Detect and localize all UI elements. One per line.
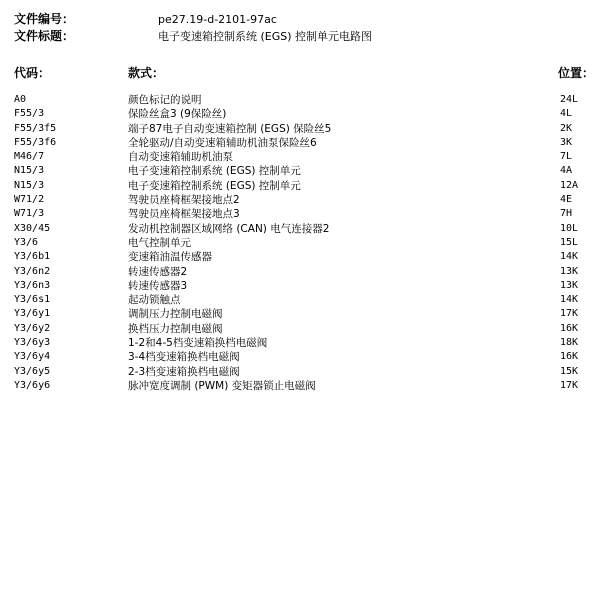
component-position: 17K: [560, 308, 579, 320]
component-description: 端子87电子自动变速箱控制 (EGS) 保险丝5: [128, 122, 332, 135]
table-row: [0, 193, 608, 207]
component-code: Y3/6b1: [14, 251, 51, 263]
doc-title-label: 文件标题：: [14, 29, 75, 43]
table-row: [0, 365, 608, 379]
component-position: 3K: [560, 136, 573, 148]
table-row: [0, 250, 608, 264]
header-description: 款式：: [128, 66, 165, 80]
component-code: X30/45: [14, 222, 51, 234]
component-description: 颜色标记的说明: [128, 94, 202, 106]
component-description: 2-3档变速箱换档电磁阀: [128, 365, 240, 378]
component-position: 2K: [560, 122, 573, 134]
table-row: [0, 207, 608, 221]
table-row: [0, 336, 608, 350]
table-row: [0, 93, 608, 107]
component-code: F55/3f5: [14, 122, 57, 134]
table-row: [0, 293, 608, 307]
component-description: 驾驶员座椅框架接地点2: [128, 194, 240, 207]
component-code: A0: [14, 94, 27, 105]
component-code: Y3/6y4: [14, 351, 51, 363]
component-code: W71/2: [14, 194, 45, 206]
table-row: [0, 164, 608, 178]
component-description: 自动变速箱辅助机油泵: [128, 151, 233, 164]
table-row: [0, 107, 608, 121]
component-code: W71/3: [14, 208, 45, 220]
component-position: 4A: [560, 165, 573, 177]
component-position: 24L: [560, 94, 579, 105]
component-position: 17K: [560, 379, 579, 391]
component-position: 12A: [560, 179, 579, 191]
component-position: 4L: [560, 108, 573, 120]
doc-number-value: pe27.19-d-2101-97ac: [158, 13, 277, 26]
component-position: 7L: [560, 151, 573, 163]
component-code: Y3/6y1: [14, 308, 51, 320]
component-position: 14K: [560, 294, 579, 306]
table-row: [0, 236, 608, 250]
component-code: N15/3: [14, 165, 45, 177]
table-row: [0, 279, 608, 293]
component-description: 脉冲宽度调制 (PWM) 变矩器锁止电磁阀: [128, 379, 316, 392]
component-position: 13K: [560, 265, 579, 277]
component-position: 10L: [560, 222, 579, 234]
table-row: [0, 265, 608, 279]
component-description: 电子变速箱控制系统 (EGS) 控制单元: [128, 179, 301, 192]
doc-title-value: 电子变速箱控制系统 (EGS) 控制单元电路图: [158, 30, 373, 43]
component-code: Y3/6n3: [14, 279, 51, 291]
component-description: 起动锁触点: [128, 294, 181, 307]
component-description: 3-4档变速箱换档电磁阀: [128, 351, 240, 364]
component-code: Y3/6y6: [14, 379, 51, 391]
table-row: [0, 179, 608, 193]
component-description: 保险丝盒3 (9保险丝): [128, 108, 227, 121]
component-description: 调制压力控制电磁阀: [128, 308, 223, 321]
component-position: 7H: [560, 208, 573, 220]
component-description: 转速传感器3: [128, 279, 188, 292]
component-description: 变速箱油温传感器: [128, 251, 212, 264]
component-position: 4E: [560, 194, 573, 206]
table-row: [0, 122, 608, 136]
component-description: 换档压力控制电磁阀: [128, 322, 223, 335]
component-position: 15L: [560, 236, 579, 248]
component-description: 电子变速箱控制系统 (EGS) 控制单元: [128, 165, 301, 178]
component-list: [0, 93, 608, 393]
component-code: N15/3: [14, 179, 45, 191]
component-position: 16K: [560, 322, 579, 334]
table-row: [0, 222, 608, 236]
component-position: 13K: [560, 279, 579, 291]
component-description: 1-2和4-5档变速箱换档电磁阀: [128, 337, 268, 350]
component-code: F55/3f6: [14, 136, 57, 148]
header-code: 代码：: [14, 66, 51, 80]
component-code: Y3/6y3: [14, 337, 51, 349]
table-row: [0, 379, 608, 393]
component-code: M46/7: [14, 151, 45, 163]
component-description: 全轮驱动/自动变速箱辅助机油泵保险丝6: [128, 136, 317, 149]
component-code: Y3/6s1: [14, 294, 51, 306]
component-description: 发动机控制器区域网络 (CAN) 电气连接器2: [128, 222, 330, 235]
doc-number-label: 文件编号：: [14, 12, 75, 26]
table-row: [0, 136, 608, 150]
table-row: [0, 150, 608, 164]
table-row: [0, 322, 608, 336]
component-code: Y3/6y2: [14, 322, 51, 334]
component-position: 14K: [560, 251, 579, 263]
component-code: Y3/6y5: [14, 365, 51, 377]
component-position: 18K: [560, 337, 579, 349]
component-description: 驾驶员座椅框架接地点3: [128, 208, 240, 221]
component-description: 电气控制单元: [128, 236, 191, 249]
component-code: Y3/6n2: [14, 265, 51, 277]
component-position: 16K: [560, 351, 579, 363]
component-code: F55/3: [14, 108, 45, 120]
table-row: [0, 350, 608, 364]
component-description: 转速传感器2: [128, 265, 188, 278]
header-position: 位置：: [558, 66, 595, 80]
component-code: Y3/6: [14, 236, 39, 248]
table-row: [0, 307, 608, 321]
component-position: 15K: [560, 365, 579, 377]
